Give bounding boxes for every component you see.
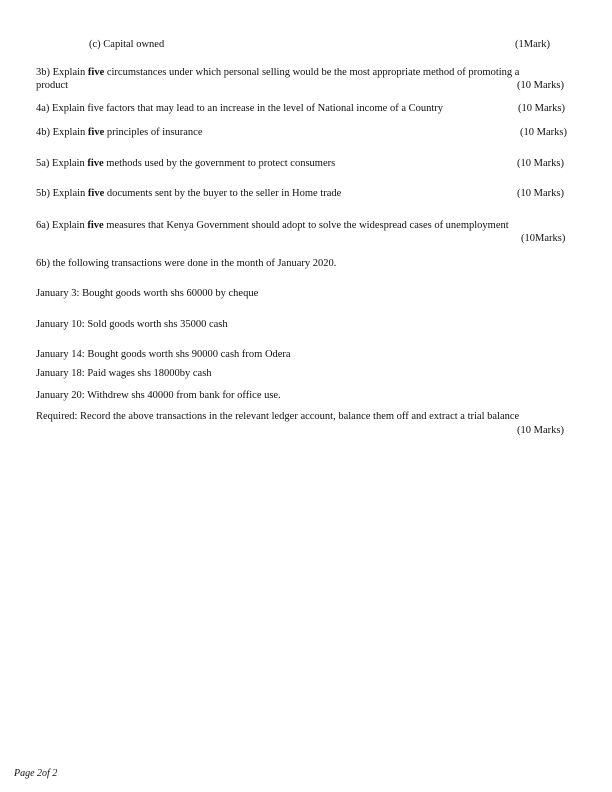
page-number: Page 2of 2 bbox=[14, 768, 58, 779]
marks-5b: (10 Marks) bbox=[517, 188, 564, 199]
marks-6a: (10Marks) bbox=[521, 233, 566, 244]
marks-4a: (10 Marks) bbox=[518, 103, 565, 114]
marks-c-capital: (1Mark) bbox=[515, 39, 550, 50]
transaction-item: January 10: Sold goods worth shs 35000 cash bbox=[36, 319, 228, 330]
required-instruction: Required: Record the above transactions in the relevant ledger account, balance them off and extract a trial balance bbox=[36, 411, 520, 422]
marks-3b: (10 Marks) bbox=[517, 80, 564, 91]
marks-5a: (10 Marks) bbox=[517, 158, 564, 169]
marks-4b: (10 Marks) bbox=[520, 127, 567, 138]
question-5a: 5a) Explain five methods used by the government to protect consumers bbox=[36, 158, 336, 169]
transaction-item: January 3: Bought goods worth shs 60000 by cheque bbox=[36, 288, 259, 299]
question-3b-continued: product bbox=[36, 80, 69, 91]
marks-required: (10 Marks) bbox=[517, 425, 564, 436]
question-3b: 3b) Explain five circumstances under which personal selling would be the most appropriate method of promoting a bbox=[36, 67, 520, 78]
question-6b: 6b) the following transactions were done in the month of January 2020. bbox=[36, 258, 337, 269]
question-5b: 5b) Explain five documents sent by the buyer to the seller in Home trade bbox=[36, 188, 342, 199]
question-4b: 4b) Explain five principles of insurance bbox=[36, 127, 203, 138]
question-4a: 4a) Explain five factors that may lead to an increase in the level of National income of a Country bbox=[36, 103, 444, 114]
question-6a: 6a) Explain five measures that Kenya Government should adopt to solve the widespread cases of unemployment bbox=[36, 220, 509, 231]
transaction-item: January 14: Bought goods worth shs 90000 cash from Odera bbox=[36, 349, 291, 360]
transaction-item: January 20: Withdrew shs 40000 from bank for office use. bbox=[36, 390, 281, 401]
transaction-item: January 18: Paid wages shs 18000by cash bbox=[36, 368, 212, 379]
item-c-capital: (c) Capital owned bbox=[89, 39, 165, 50]
